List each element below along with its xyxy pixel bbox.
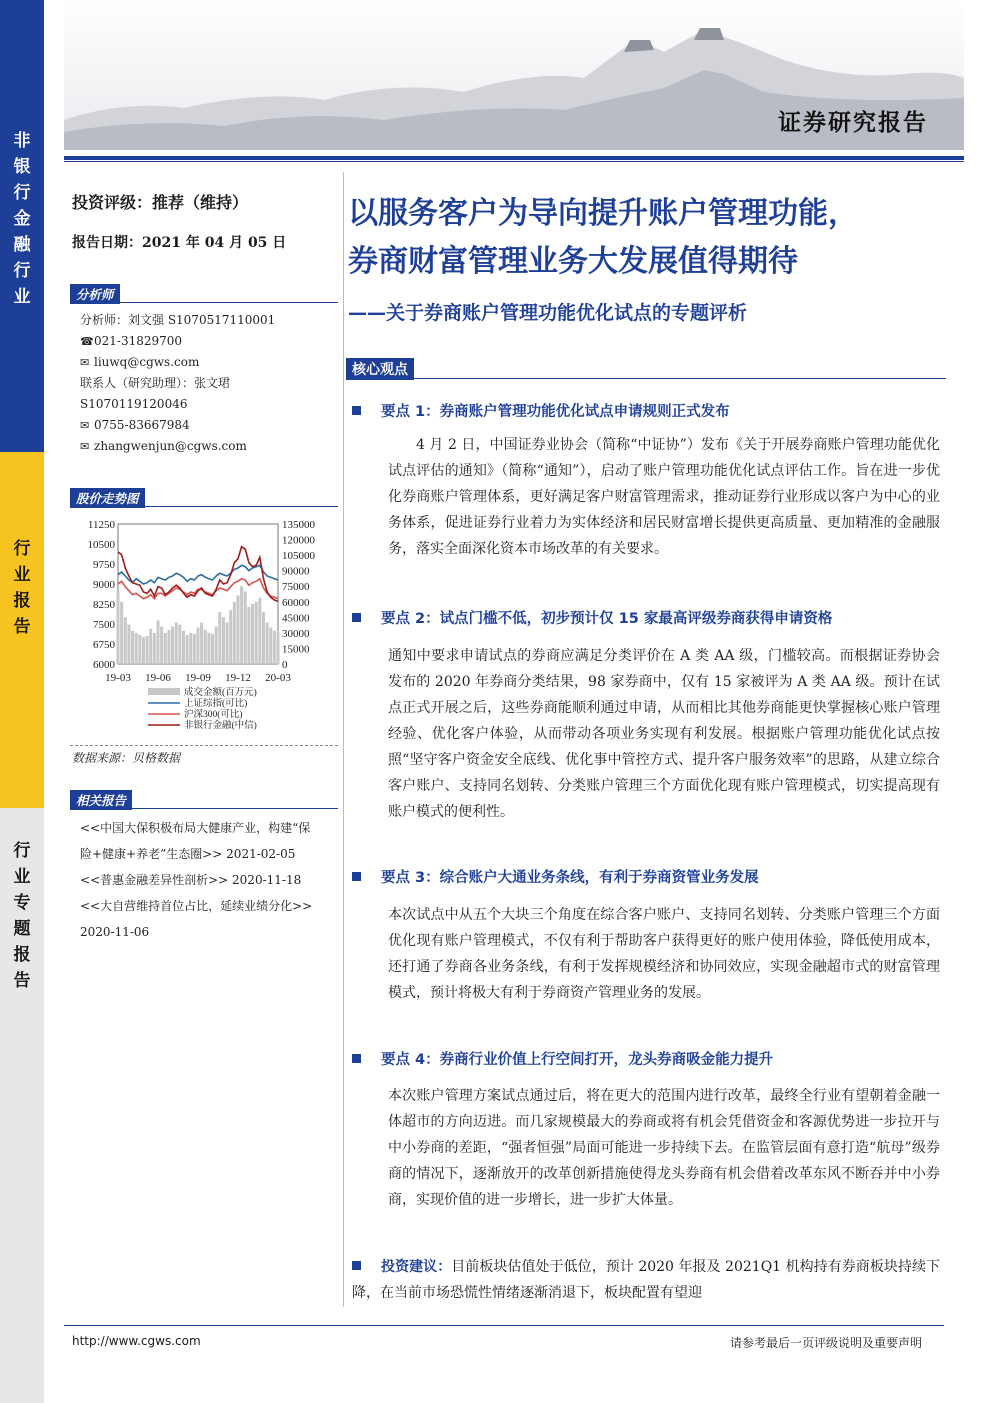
bullet-square-icon	[352, 872, 361, 881]
sidebar-sector-band	[0, 0, 44, 452]
y-right-tick-label: 45000	[282, 612, 310, 625]
volume-bar	[244, 591, 247, 664]
mail-icon: ✉	[80, 440, 90, 453]
bullet-square-icon	[352, 613, 361, 622]
legend-label: 非银行金融(中信)	[184, 721, 257, 731]
analyst-line-text: 0755-83667984	[94, 418, 190, 432]
investment-advice	[352, 1254, 940, 1306]
point-4-body: 本次账户管理方案试点通过后，将在更大的范围内进行改革，最终全行业有望朝着金融一体超市的方向迈进。而几家规模最大的券商或将有机会凭借资金和客源优势进一步拉开与中小券商的差距，“强者恒强”局面可能进一步持续下去。在监管层面有意打造“航母”级券商的情况下，逐渐放开的改革创新措施使得龙头券商有机会借着改革东风不断吞并中小券商，实现价值的进一步增长，进一步扩大体量。	[388, 1088, 940, 1208]
volume-bar	[204, 630, 207, 664]
related-reports	[80, 815, 342, 945]
volume-bar	[138, 635, 141, 664]
volume-bar	[215, 627, 218, 664]
report-subtitle: ——关于券商账户管理功能优化试点的专题评析	[348, 302, 748, 324]
column-divider	[343, 172, 344, 1307]
investment-rating: 投资评级：推荐（维持）	[72, 193, 249, 212]
legend-label: 上证综指(可比)	[184, 699, 248, 709]
sidebar-char: 银	[13, 157, 31, 177]
y-left-tick-label: 9750	[93, 559, 115, 571]
volume-bar	[153, 633, 156, 664]
y-right-tick-label: 90000	[282, 565, 310, 578]
volume-bar	[255, 602, 258, 664]
volume-bar	[211, 634, 214, 664]
sidebar-char: 告	[13, 617, 31, 637]
point-2-head-text: 要点 2：试点门槛不低，初步预计仅 15 家最高评级券商获得申请资格	[381, 611, 833, 627]
volume-bar	[127, 625, 130, 664]
related-report-line[interactable]: <<中国大保积极布局大健康产业，构建“保	[80, 821, 311, 835]
volume-bar	[189, 633, 192, 664]
volume-bar	[120, 602, 123, 664]
volume-bar	[178, 625, 181, 664]
volume-bar	[167, 630, 170, 664]
volume-bar	[131, 631, 134, 664]
volume-bar	[182, 631, 185, 664]
y-left-tick-label: 9000	[93, 579, 115, 591]
volume-bar	[240, 586, 243, 664]
volume-bar	[207, 633, 210, 664]
chart-svg	[70, 512, 340, 742]
advice-head: 投资建议：	[381, 1259, 452, 1275]
analyst-line-text: zhangwenjun@cgws.com	[94, 439, 247, 453]
footer-rule	[64, 1325, 944, 1326]
mail-icon: ✉	[80, 419, 90, 432]
volume-bar	[262, 612, 265, 664]
series-line	[118, 547, 278, 602]
y-right-tick-label: 105000	[282, 550, 315, 563]
point-2-head	[352, 607, 832, 628]
advice-body: 目前板块估值处于低位，预计 2020 年报及 2021Q1 机构持有券商板块持续下降，在当前市场恐慌性情绪逐渐消退下，板块配置有望迎	[352, 1259, 940, 1301]
y-left-tick-label: 10500	[87, 539, 115, 551]
analyst-line	[80, 310, 340, 331]
volume-bar	[142, 637, 145, 664]
volume-bar	[251, 604, 254, 664]
x-tick-label: 19-03	[105, 672, 131, 684]
y-left-tick-label: 8250	[93, 599, 115, 611]
analyst-line	[80, 331, 340, 352]
volume-bar	[229, 610, 232, 664]
point-2-body: 通知中要求申请试点的券商应满足分类评价在 A 类 AA 级，门槛较高。而根据证券协会发布的 2020 年券商分类结果，98 家券商中，仅有 15 家被评为 A 类 AA 级。预计在试点正式开展之后，这些券商能顺利通过申请，从而相比其他券商能更快掌握核心账户管理经验、优化客户体验，从而带动各项业务实现有利发展。根据账户管理功能优化试点按照“坚守客户资金安全底线、优化事中管控方式、提升客户服务效率”的思路，从建立综合客户账户、支持同名划转、分类账户管理三个方面优化现有账户管理模式，切实提高现有账户模式的便利性。	[388, 648, 940, 820]
analyst-line-text: 联系人（研究助理）：张文珺	[80, 376, 231, 390]
y-left-tick-label: 11250	[87, 519, 115, 531]
stock-price-chart	[70, 512, 340, 746]
report-title	[348, 190, 958, 286]
analyst-line[interactable]	[80, 436, 340, 457]
header-rule	[64, 156, 964, 160]
volume-bar	[156, 620, 159, 664]
sidebar-char: 行	[13, 183, 31, 203]
analyst-line-text: liuwq@cgws.com	[94, 355, 200, 369]
sidebar-char: 报	[13, 945, 31, 965]
x-tick-label: 19-09	[185, 672, 211, 684]
related-report-line[interactable]: 险+健康+养老”生态圈>> 2021-02-05	[80, 847, 296, 861]
analyst-line	[80, 394, 340, 415]
analyst-line-text: 分析师：刘文强 S1070517110001	[80, 313, 276, 327]
sidebar-type-band	[0, 452, 44, 808]
analyst-line[interactable]	[80, 352, 340, 373]
y-right-tick-label: 0	[282, 659, 288, 671]
chart-section-head	[70, 488, 338, 507]
volume-bar	[196, 628, 199, 664]
volume-bar	[171, 627, 174, 664]
y-left-tick-label: 6750	[93, 639, 115, 651]
point-3-head-text: 要点 3：综合账户大通业务条线，有利于券商资管业务发展	[381, 870, 759, 886]
sidebar-char: 告	[13, 971, 31, 991]
bullet-square-icon	[352, 406, 361, 415]
volume-bar	[266, 623, 269, 664]
analyst-line	[80, 373, 340, 394]
volume-bar	[186, 635, 189, 664]
sidebar-char: 业	[13, 287, 31, 307]
volume-bar	[160, 627, 163, 664]
phone-icon: ☎	[80, 335, 94, 348]
sidebar-char: 行	[13, 539, 31, 559]
volume-bar	[124, 617, 127, 664]
y-right-tick-label: 60000	[282, 596, 310, 609]
volume-bar	[247, 607, 250, 664]
y-right-tick-label: 120000	[282, 534, 315, 547]
volume-bar	[226, 623, 229, 664]
analyst-section-head	[70, 284, 338, 303]
chart-head-label: 股价走势图	[70, 488, 145, 508]
sidebar-topic-label	[0, 838, 44, 994]
report-title-line-1: 以服务客户为导向提升账户管理功能，	[348, 196, 858, 231]
related-report-line[interactable]: <<普惠金融差异性剖析>> 2020-11-18	[80, 873, 302, 887]
point-1-body: 4 月 2 日，中国证券业协会（简称“中证协”）发布《关于开展券商账户管理功能优化试点评估的通知》（简称“通知”），启动了账户管理功能优化试点评估工作。旨在进一步优化券商账户管理体系，更好满足客户财富管理需求，推动证券行业形成以客户为中心的业务体系，促进证券行业着力为实体经济和居民财富增长提供更高质量、更加精准的金融服务，落实全面深化资本市场改革的有关要求。	[388, 437, 940, 557]
volume-bar	[149, 629, 152, 664]
bullet-square-icon	[352, 1054, 361, 1063]
volume-bar	[233, 602, 236, 664]
series-line	[118, 565, 278, 584]
sidebar-char: 业	[13, 565, 31, 585]
data-source: 数据来源：贝格数据	[72, 751, 181, 765]
y-right-tick-label: 135000	[282, 519, 315, 531]
volume-bar	[273, 631, 276, 664]
sidebar-char: 行	[13, 261, 31, 281]
y-left-tick-label: 7500	[93, 619, 115, 631]
volume-bar	[200, 623, 203, 664]
volume-bar	[146, 636, 149, 664]
footer-disclaimer-note: 请参考最后一页评级说明及重要声明	[729, 1336, 922, 1350]
analyst-line-text: 021-31829700	[94, 334, 183, 348]
source-rule	[70, 745, 338, 746]
volume-bar	[269, 628, 272, 664]
point-3-body: 本次试点中从五个大块三个角度在综合客户账户、支持同名划转、分类账户管理三个方面优化现有账户管理模式，不仅有利于帮助客户获得更好的账户使用体验，降低使用成本，还打通了券商各业务条线，有利于发挥规模经济和协同效应，实现金融超市式的财富管理模式，预计将极大有利于券商资产管理业务的发展。	[388, 907, 940, 1001]
volume-bar	[218, 612, 221, 664]
sidebar-char: 专	[13, 893, 31, 913]
sidebar-char: 非	[13, 131, 31, 151]
analyst-line	[80, 415, 340, 436]
volume-bar	[258, 598, 261, 664]
report-title-line-2: 券商财富管理业务大发展值得期待	[348, 244, 798, 279]
analyst-info	[80, 310, 340, 457]
related-section-head	[70, 790, 338, 809]
footer-url[interactable]: http://www.cgws.com	[72, 1334, 201, 1348]
y-right-tick-label: 75000	[282, 581, 310, 594]
legend-label: 沪深300(可比)	[184, 710, 243, 720]
sidebar-char: 金	[13, 209, 31, 229]
x-tick-label: 19-06	[145, 672, 171, 684]
y-right-tick-label: 30000	[282, 627, 310, 640]
analyst-line-text: S1070119120046	[80, 397, 188, 411]
x-tick-label: 19-12	[225, 672, 251, 684]
analyst-head-label: 分析师	[70, 284, 120, 304]
y-right-tick-label: 15000	[282, 643, 310, 656]
volume-bar	[193, 634, 196, 664]
volume-bar	[175, 623, 178, 664]
volume-bar	[276, 633, 279, 664]
sidebar-topic-band	[0, 808, 44, 1403]
sidebar-char: 题	[13, 919, 31, 939]
bullet-square-icon	[352, 1261, 361, 1270]
point-4-head	[352, 1048, 773, 1069]
legend-label: 成交金额(百万元)	[184, 688, 257, 698]
point-1-head-text: 要点 1：券商账户管理功能优化试点申请规则正式发布	[381, 404, 730, 420]
volume-bar	[236, 596, 239, 664]
mail-icon: ✉	[80, 356, 90, 369]
core-views-label: 核心观点	[346, 358, 414, 380]
volume-bar	[116, 591, 119, 664]
legend-swatch	[148, 688, 180, 695]
x-tick-label: 20-03	[265, 672, 291, 684]
y-left-tick-label: 6000	[93, 659, 115, 671]
sidebar-type-label	[0, 536, 44, 640]
volume-bar	[164, 633, 167, 664]
sidebar-char: 业	[13, 867, 31, 887]
point-4-head-text: 要点 4：券商行业价值上行空间打开，龙头券商吸金能力提升	[381, 1052, 774, 1068]
sidebar-sector-label	[0, 128, 44, 310]
sidebar-char: 行	[13, 841, 31, 861]
point-1-head	[352, 400, 730, 421]
point-3-head	[352, 866, 759, 887]
report-date: 报告日期：2021 年 04 月 05 日	[72, 235, 287, 251]
volume-bar	[135, 633, 138, 664]
related-report-line[interactable]: <<大自营维持首位占比，延续业绩分化>>	[80, 899, 313, 913]
sidebar-char: 融	[13, 235, 31, 255]
related-report-line[interactable]: 2020-11-06	[80, 925, 150, 939]
header-rule-thin	[64, 161, 964, 162]
related-head-label: 相关报告	[70, 790, 132, 810]
core-views-head	[346, 358, 946, 379]
sidebar-char: 报	[13, 591, 31, 611]
brand-title: 证券研究报告	[778, 109, 928, 136]
volume-bar	[222, 617, 225, 664]
